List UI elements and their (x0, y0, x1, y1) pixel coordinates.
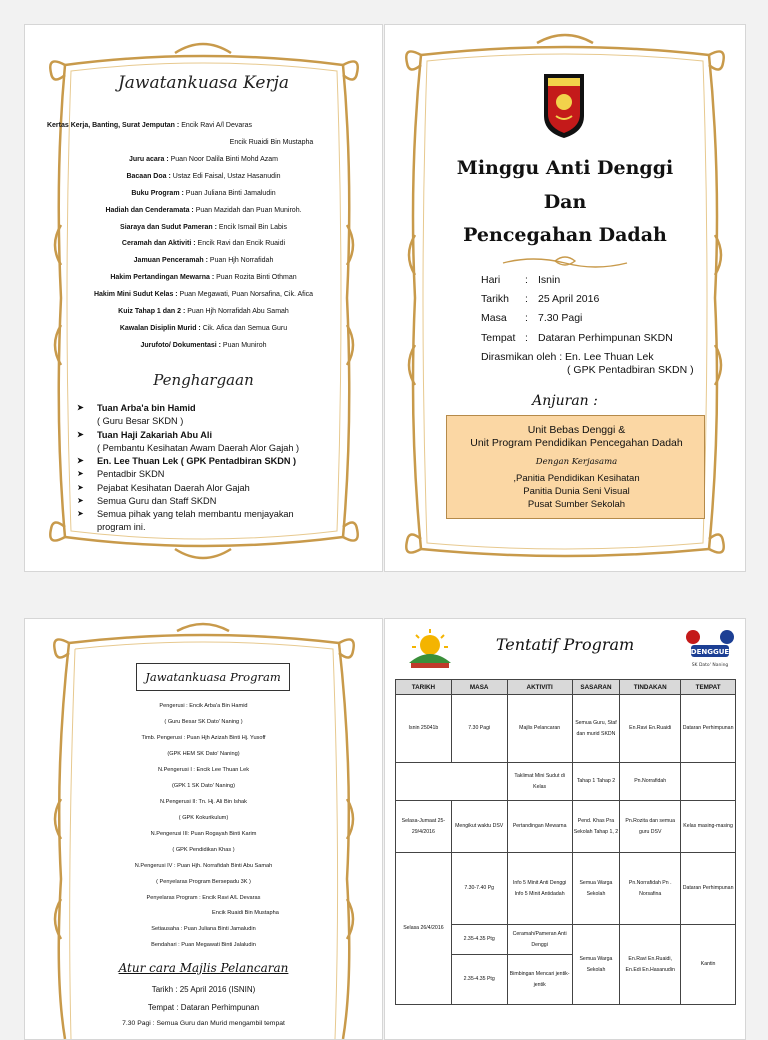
cover-panel (384, 24, 746, 572)
ack-item (77, 468, 165, 480)
organiser-line: Unit Program Pendidikan Pencegahan Dadah (470, 437, 683, 449)
role-line (25, 156, 382, 163)
program-committee-panel (24, 618, 383, 1040)
ack-item (97, 415, 183, 427)
role-line (25, 190, 382, 197)
table-cell: 7.30 Pagi (451, 695, 507, 763)
role-line (25, 291, 382, 298)
ack-text: program ini. (97, 522, 146, 532)
table-row (396, 801, 736, 853)
role-line (25, 224, 382, 231)
title-divider-ornament (503, 257, 627, 267)
info-value: 25 April 2016 (538, 293, 600, 305)
ack-text: Pejabat Kesihatan Daerah Alor Gajah (97, 483, 250, 493)
role-line (25, 207, 382, 214)
table-cell: Mengikut waktu DSV (451, 801, 507, 853)
ack-item (77, 429, 213, 441)
table-cell: 2.35-4.35 Ptg (451, 955, 507, 1005)
ack-item (77, 495, 217, 507)
dengue-logo-subtext: SK Dato' Naning (691, 663, 729, 668)
event-title-line1: Minggu Anti Denggi (456, 157, 674, 179)
school-crest-icon (542, 72, 586, 140)
acknowledgement-title: Penghargaan (153, 371, 254, 389)
committee-line: Timb. Pengerusi : Puan Hjh Azizah Binti Hj. Yusoff (141, 735, 266, 741)
table-cell: Pend. Khas Pra Sekolah Tahap 1, 2 (572, 801, 620, 853)
table-cell: Pn.Rozita dan semua guru DSV (620, 801, 681, 853)
table-cell (396, 763, 508, 801)
role-label: Hakim Mini Sudut Kelas : (93, 291, 178, 298)
ack-text: ( Guru Besar SKDN ) (97, 416, 184, 426)
role-name: Puan Noor Dalila Binti Mohd Azam (168, 156, 279, 163)
committee-line: Penyelaras Program : Encik Ravi A/L Devaras (146, 895, 261, 901)
schedule-table (395, 679, 736, 1005)
table-cell: 2.35-4.35 Ptg (451, 925, 507, 955)
role-name: Puan Megawati, Puan Norsafina, Cik. Afica (177, 291, 314, 298)
ack-text: Tuan Haji Zakariah Abu Ali (97, 430, 213, 440)
role-label: Kertas Kerja, Banting, Surat Jemputan : (46, 122, 180, 129)
table-cell: Bimbingan Mencari jentik-jentik (507, 955, 572, 1005)
info-sep: : (525, 332, 528, 344)
table-cell: Pn.Norrafidah Pn . Norsafina (620, 853, 681, 925)
role-line (25, 274, 382, 281)
committee-line: (GPK 1 SK Dato' Naning) (172, 783, 235, 789)
role-name: Puan Hjh Norrafidah Abu Samah (185, 308, 289, 315)
info-label: Masa (481, 312, 507, 324)
committee-line: N.Pengerusi III: Puan Rogayah Binti Karim (150, 831, 257, 837)
committee-line: N.Pengerusi I : Encik Lee Thuan Lek (157, 767, 249, 773)
ack-item (77, 508, 294, 520)
role-name: Puan Juliana Binti Jamaludin (183, 190, 276, 197)
role-name: Cik. Afica dan Semua Guru (200, 325, 288, 332)
role-name: Encik Ruaidi Bin Mustapha (229, 139, 314, 146)
role-label: Siaraya dan Sudut Pameran : (120, 224, 217, 231)
organiser-line: Unit Bebas Denggi & (527, 424, 626, 436)
role-label: Bacaan Doa : (126, 173, 171, 180)
ceremony-line: Tarikh : 25 April 2016 (ISNIN) (151, 985, 256, 994)
role-label: Kuiz Tahap 1 dan 2 : (118, 308, 186, 315)
bullet-arrow-icon: ➤ (77, 456, 84, 465)
role-line (25, 257, 382, 264)
info-sep: : (525, 293, 528, 305)
event-title-line3: Pencegahan Dadah (463, 224, 667, 246)
role-label: Kawalan Disiplin Murid : (119, 325, 201, 332)
committee-line: ( Penyelaras Program Bersepadu 3K ) (156, 879, 251, 885)
role-name: Puan Hjh Norrafidah (207, 257, 274, 264)
table-cell: Taklimat Mini Sudut di Kelas (507, 763, 572, 801)
table-cell: Dataran Perhimpunan (681, 853, 736, 925)
organiser-box (446, 415, 705, 519)
column-header: SASARAN (572, 680, 620, 695)
committee-line: N.Pengerusi IV : Puan Hjh. Norrafidah Binti Abu Samah (134, 863, 273, 869)
table-cell: Kelas masing-masing (681, 801, 736, 853)
table-cell: Pn.Norrafidah (620, 763, 681, 801)
partner-line: Pusat Sumber Sekolah (527, 499, 626, 510)
table-header-row (396, 680, 736, 695)
role-label: Jamuan Penceramah : (133, 257, 208, 264)
role-label: Ceramah dan Aktiviti : (121, 240, 196, 247)
ack-item (97, 442, 299, 454)
table-cell: Dataran Perhimpunan (681, 695, 736, 763)
table-cell: Pertandingan Mewarna (507, 801, 572, 853)
event-title-line2: Dan (543, 191, 587, 213)
bullet-arrow-icon: ➤ (77, 430, 84, 439)
role-label: Jurufoto/ Dokumentasi : (140, 342, 221, 349)
table-cell: Semua Guru, Staf dan murid SKDN (572, 695, 620, 763)
table-row (396, 853, 736, 925)
role-name: Puan Rozita Binti Othman (214, 274, 297, 281)
bullet-arrow-icon: ➤ (77, 483, 84, 492)
committee-line: Setiausaha : Puan Juliana Binti Jamaludin (151, 926, 256, 932)
bullet-arrow-icon: ➤ (77, 496, 84, 505)
committee-line: N.Pengerusi II: Tn. Hj. Ali Bin Ishak (160, 799, 247, 805)
tentative-program-panel (384, 618, 746, 1040)
table-cell: En.Ravi En.Ruaidi, En.Edi En.Hasanudin (620, 925, 681, 1005)
committee-line: ( GPK Kokurikulum) (178, 815, 229, 821)
table-row (396, 763, 736, 801)
role-label: Juru acara : (128, 156, 169, 163)
info-label: Tempat (481, 332, 516, 344)
role-line (93, 139, 383, 146)
ack-item (77, 455, 297, 467)
bullet-arrow-icon: ➤ (77, 403, 84, 412)
role-label: Hadiah dan Cenderamata : (105, 207, 194, 214)
table-cell: Selasa 26/4/2016 (396, 853, 452, 1005)
partner-line: ,Panitia Pendidikan Kesihatan (513, 473, 640, 484)
officiated-by: Dirasmikan oleh : En. Lee Thuan Lek (481, 351, 654, 363)
ack-text: Pentadbir SKDN (97, 469, 165, 479)
role-name: Ustaz Edi Faisal, Ustaz Hasanudin (170, 173, 281, 180)
role-label: Buku Program : (131, 190, 184, 197)
info-sep: : (525, 274, 528, 286)
table-row (396, 695, 736, 763)
table-cell: En.Ravi En.Ruaidi (620, 695, 681, 763)
table-cell: 7.30-7.40 Pg (451, 853, 507, 925)
ceremony-schedule-title: Atur cara Majlis Pelancaran (118, 961, 289, 975)
program-committee-title: Jawatankuasa Program (136, 663, 290, 691)
ack-text: En. Lee Thuan Lek ( GPK Pentadbiran SKDN ) (97, 456, 297, 466)
column-header: AKTIVITI (507, 680, 572, 695)
table-cell: Selasa-Jumaat 25-29/4/2016 (396, 801, 452, 853)
role-label: Hakim Pertandingan Mewarna : (110, 274, 215, 281)
ack-item (77, 482, 250, 494)
committee-line: Pengerusi : Encik Arba'a Bin Hamid (159, 703, 248, 709)
tentative-program-title: Tentatif Program (495, 635, 635, 654)
dengue-logo-icon (683, 625, 735, 671)
role-name: Encik Ismail Bin Labis (216, 224, 287, 231)
info-label: Hari (481, 274, 501, 286)
dengue-logo-text: DENGGUE (690, 648, 730, 656)
committee-line: ( GPK Pendidikan Khas ) (172, 847, 235, 853)
role-name: Encik Ravi A/l Devaras (179, 122, 252, 129)
column-header: MASA (451, 680, 507, 695)
info-label: Tarikh (481, 293, 510, 305)
role-name: Encik Ravi dan Encik Ruaidi (195, 240, 286, 247)
ack-text: Semua pihak yang telah membantu menjayakan (97, 509, 294, 519)
committee-line: Bendahari : Puan Megawati Binti Jalaludin (151, 942, 256, 948)
table-cell: Semua Warga Sekolah (572, 853, 620, 925)
table-cell: Kantin (681, 925, 736, 1005)
role-line (25, 325, 382, 332)
role-line (24, 122, 328, 129)
info-value: Isnin (538, 274, 561, 286)
table-cell: Tahap 1 Tahap 2 (572, 763, 620, 801)
info-value: Dataran Perhimpunan SKDN (538, 332, 673, 344)
column-header: TARIKH (396, 680, 452, 695)
committee-line: Encik Ruaidi Bin Mustapha (212, 910, 279, 916)
ack-item (77, 402, 196, 414)
table-cell: Majlis Pelancaran (507, 695, 572, 763)
column-header: TEMPAT (681, 680, 736, 695)
bullet-arrow-icon: ➤ (77, 509, 84, 518)
organiser-heading: Anjuran : (532, 393, 598, 409)
role-line (25, 308, 382, 315)
partner-line: Panitia Dunia Seni Visual (523, 486, 630, 497)
role-name: Puan Mazidah dan Puan Muniroh. (193, 207, 302, 214)
table-cell: Ceramah/Pameran Anti Denggi (507, 925, 572, 955)
table-cell (681, 763, 736, 801)
role-line (25, 173, 382, 180)
ack-text: Semua Guru dan Staff SKDN (97, 496, 217, 506)
ack-text: ( Pembantu Kesihatan Awam Daerah Alor Gajah ) (97, 443, 300, 453)
column-header: TINDAKAN (620, 680, 681, 695)
role-line (25, 240, 382, 247)
cooperation-label: Dengan Kerjasama (535, 457, 618, 467)
role-line (25, 342, 382, 349)
bullet-arrow-icon: ➤ (77, 469, 84, 478)
officiated-role: ( GPK Pentadbiran SKDN ) (567, 364, 694, 376)
committee-panel (24, 24, 383, 572)
role-name: Puan Muniroh (220, 342, 267, 349)
committee-line: ( Guru Besar SK Dato' Naning ) (164, 719, 243, 725)
table-cell: Info 5 Minit Anti Denggi Info 5 Minit Antidadah (507, 853, 572, 925)
ceremony-line: 7.30 Pagi : Semua Guru dan Murid mengambil tempat (122, 1020, 285, 1027)
info-value: 7.30 Pagi (538, 312, 583, 324)
table-cell: Semua Warga Sekolah (572, 925, 620, 1005)
info-sep: : (525, 312, 528, 324)
ack-text: Tuan Arba'a bin Hamid (97, 403, 196, 413)
committee-title: Jawatankuasa Kerja (117, 73, 290, 93)
table-cell: Isnin 25041b (396, 695, 452, 763)
ceremony-line: Tempat : Dataran Perhimpunan (147, 1003, 260, 1012)
committee-line: (GPK HEM SK Dato' Naning) (167, 751, 240, 757)
ack-item (97, 521, 146, 533)
